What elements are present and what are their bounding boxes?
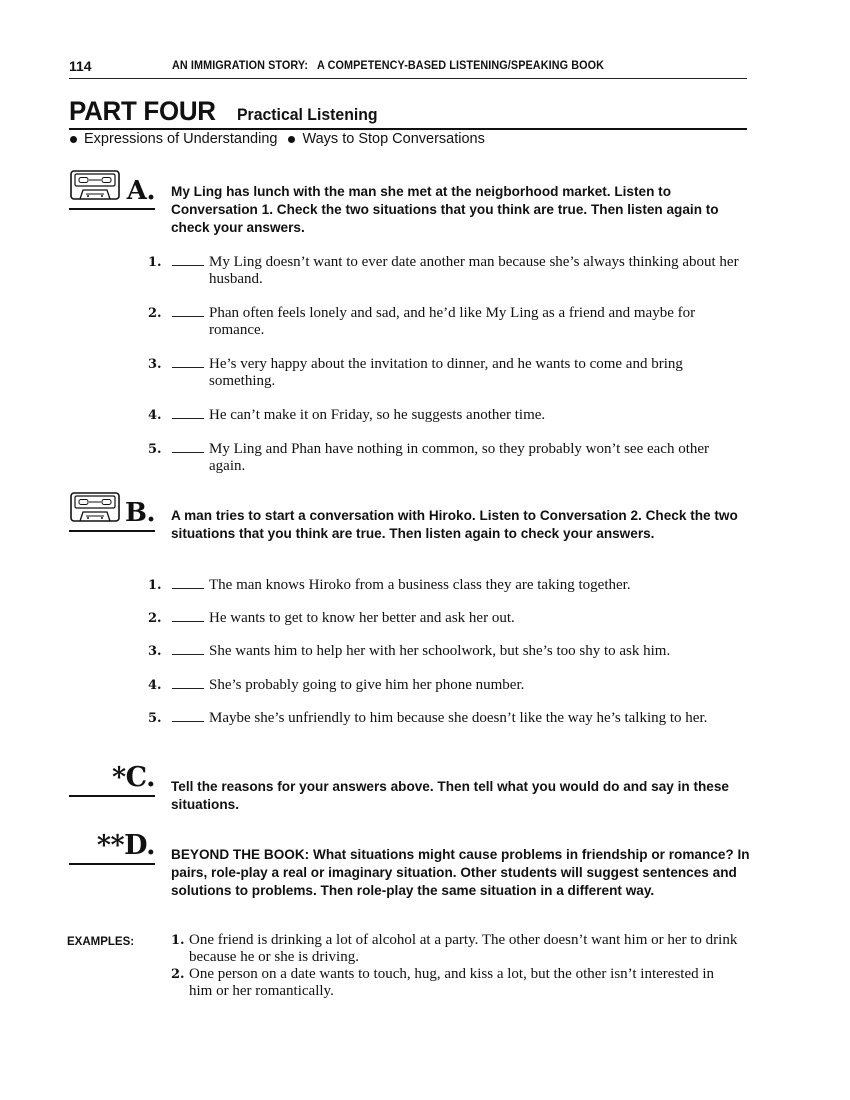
- part-heading: [69, 98, 747, 130]
- answer-blank[interactable]: [172, 265, 204, 266]
- item-number: 2.: [148, 306, 162, 321]
- answer-blank[interactable]: [172, 721, 204, 722]
- item-number: 4.: [148, 408, 162, 423]
- item-text: He’s very happy about the invitation to dinner, and he wants to come and bring something.: [209, 356, 683, 389]
- section-a-instructions: My Ling has lunch with the man she met at the neigborhood market. Listen to Conversation 1. Check the two situations that you think are true. Then listen again to check your answers.: [171, 184, 719, 235]
- page-number: 114: [69, 58, 92, 74]
- bullet-icon: [70, 136, 77, 143]
- item-text: Phan often feels lonely and sad, and he’d like My Ling as a friend and maybe for romance.: [209, 305, 696, 338]
- item-number: 1.: [148, 255, 162, 270]
- item-number: 2.: [148, 611, 162, 626]
- answer-blank[interactable]: [172, 588, 204, 589]
- part-subtitle: Practical Listening: [237, 105, 378, 124]
- item-text: My Ling and Phan have nothing in common, so they probably won’t see each other again.: [209, 441, 710, 474]
- answer-blank[interactable]: [172, 688, 204, 689]
- answer-blank[interactable]: [172, 621, 204, 622]
- topic-item: Ways to Stop Conversations: [302, 131, 485, 147]
- item-text: The man knows Hiroko from a business class they are taking together.: [209, 577, 631, 593]
- section-b-instructions: A man tries to start a conversation with Hiroko. Listen to Conversation 2. Check the two situations that you think are true. Then listen again to check your answers.: [171, 508, 738, 541]
- section-b-heading: [69, 488, 155, 532]
- bullet-icon: [288, 136, 295, 143]
- item-text: He can’t make it on Friday, so he suggests another time.: [209, 407, 546, 423]
- cassette-tape-icon: [70, 492, 120, 522]
- section-letter: B.: [124, 498, 155, 528]
- part-title: PART FOUR: [69, 96, 216, 126]
- topic-item: Expressions of Understanding: [84, 131, 278, 147]
- answer-blank[interactable]: [172, 367, 204, 368]
- book-title: AN IMMIGRATION STORY: A COMPETENCY-BASED LISTENING/SPEAKING BOOK: [172, 60, 605, 72]
- example-item: [171, 966, 741, 1000]
- item-number: 5.: [148, 442, 162, 457]
- example-item: [171, 932, 741, 966]
- examples-list: [171, 932, 741, 1000]
- section-c-instructions: Tell the reasons for your answers above. Then tell what you would do and say in these situations.: [171, 779, 729, 812]
- examples-label: EXAMPLES:: [67, 936, 135, 948]
- answer-blank[interactable]: [172, 316, 204, 317]
- item-number: 1.: [148, 578, 162, 593]
- section-d-instructions: BEYOND THE BOOK: What situations might cause problems in friendship or romance? In pairs, role-play a real or imaginary situation. Other students will suggest sentences and solutions to problems. Then role-play the same situation in a different way.: [171, 847, 750, 898]
- example-text: One friend is drinking a lot of alcohol at a party. The other doesn’t want him or her to drink because he or she is driving.: [189, 932, 738, 965]
- item-number: 3.: [148, 644, 162, 659]
- example-number: 2.: [171, 967, 185, 982]
- answer-blank[interactable]: [172, 452, 204, 453]
- running-header: [69, 58, 747, 79]
- section-a-heading: [69, 166, 155, 210]
- section-letter: A.: [126, 176, 155, 206]
- item-number: 3.: [148, 357, 162, 372]
- example-text: One person on a date wants to touch, hug, and kiss a lot, but the other isn’t interested in him or her romantically.: [189, 966, 715, 999]
- example-number: 1.: [171, 933, 185, 948]
- answer-blank[interactable]: [172, 654, 204, 655]
- item-text: My Ling doesn’t want to ever date another man because she’s always thinking about her husband.: [209, 254, 739, 287]
- item-number: 5.: [148, 711, 162, 726]
- answer-blank[interactable]: [172, 418, 204, 419]
- item-text: He wants to get to know her better and ask her out.: [209, 610, 515, 626]
- section-c-heading: [69, 757, 155, 797]
- item-text: She wants him to help her with her schoolwork, but she’s too shy to ask him.: [209, 643, 671, 659]
- item-text: She’s probably going to give him her phone number.: [209, 677, 525, 693]
- section-letter: **D.: [96, 830, 155, 861]
- section-letter: *C.: [111, 762, 155, 793]
- topic-list: [69, 131, 495, 147]
- item-number: 4.: [148, 678, 162, 693]
- cassette-tape-icon: [70, 170, 120, 200]
- section-d-heading: [69, 825, 155, 865]
- item-text: Maybe she’s unfriendly to him because she doesn’t like the way he’s talking to her.: [209, 710, 708, 726]
